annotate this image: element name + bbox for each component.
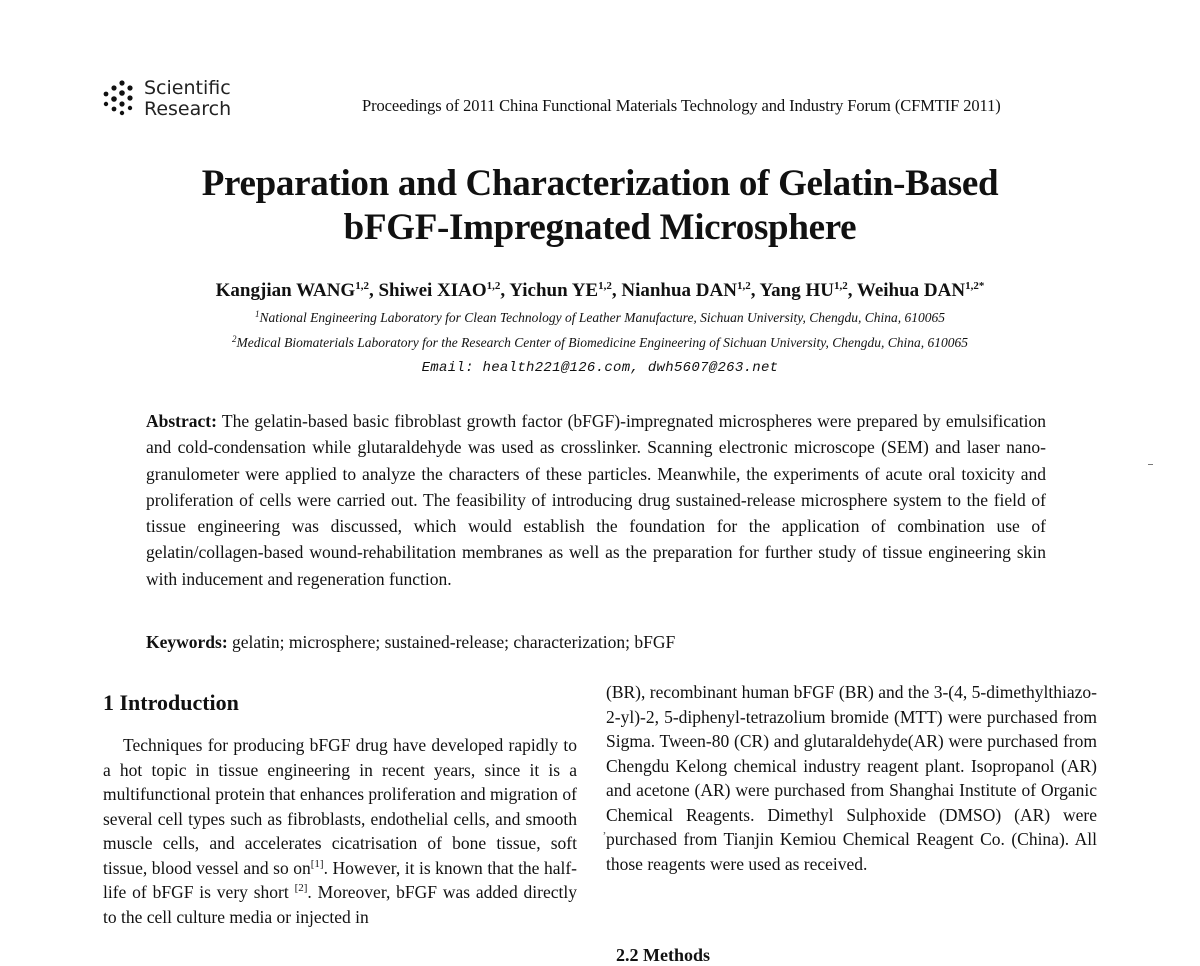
publisher-logo [102,78,231,120]
citation-ref-2: [2] [294,882,308,894]
abstract [146,408,1046,592]
affiliation-mark: 1 [254,309,260,319]
intro-text-3: . Moreover, bFGF was added directly to the cell culture media or injected in [103,882,577,927]
keywords [146,632,1046,653]
affiliation-text: National Engineering Laboratory for Clean Technology of Leather Manufacture, Sichuan University, Chengdu, China, 610065 [259,310,946,325]
abstract-label: Abstract: [146,411,217,431]
abstract-text: The gelatin-based basic fibroblast growth factor (bFGF)-impregnated microspheres were prepared by emulsification and cold-condensation while glutaraldehyde was used as crosslinker. Scanning electronic microscope (SEM) and laser nano-granulometer were applied to analyze the characters of these particles. Meanwhile, the experiments of acute oral toxicity and proliferation of cells were carried out. The feasibility of introducing drug sustained-release microsphere system to the field of tissue engineering was discussed, which would establish the foundation for the application of combination use of gelatin/collagen-based wound-rehabilitation membranes as well as the preparation for further study of tissue engineering skin with inducement and regeneration function. [146,411,1046,589]
author-name: Shiwei XIAO [378,280,487,301]
author-list: Kangjian WANG$^{1,2}$, Shiwei XIAO$^{1,2}$, Yichun YE$^{1,2}$, Nianhua DAN$^{1,2}$, Yang HU$^{1,2}$, Weihua $DAN^{1,2*}$ [215,280,985,301]
affiliation-text: Medical Biomaterials Laboratory for the Research Center of Biomedicine Engineering of Sichuan University, Chengdu, China, 610065 [236,335,968,350]
dots-logo-icon [102,79,142,119]
author-affiliation-mark: 1,2 [355,280,369,292]
affiliation-mark: 2 [232,334,237,344]
author-name: Weihua DAN [856,280,966,301]
affiliation-2 [0,335,1200,351]
author-affiliation-mark: 1,2 [598,280,612,292]
section-heading-methods: 2.2 Methods [616,945,710,965]
affiliation-1 [0,310,1200,326]
author-affiliation-mark: 1,2* [965,280,985,292]
materials-paragraph: (BR), recombinant human bFGF (BR) and the 3-(4, 5-dimethylthiazo-2-yl)-2, 5-diphenyl-tetrazolium bromide (MTT) were purchased from Sigma. Tween-80 (CR) and glutaraldehyde(AR) were purchased from Chengdu Kelong chemical industry reagent plant. Isopropanol (AR) and acetone (AR) were purchased from Shanghai Institute of Organic Chemical Reagents. Dimethyl Sulphoxide (DMSO) (AR) were purchased from Tianjin Kemiou Chemical Reagent Co. (China). All those reagents were used as received. [606,682,1097,874]
author-affiliation-mark: 1,2 [736,280,751,292]
proceedings-header: Proceedings of 2011 China Functional Materials Technology and Industry Forum (CFMTIF 2011) [362,96,1001,115]
scan-artifact: , [603,822,606,836]
section-heading-introduction: 1 Introduction [103,690,239,715]
author-name: Yang HU [759,280,834,301]
title-line-2: bFGF-Impregnated Microsphere [343,207,857,248]
keywords-text: gelatin; microsphere; sustained-release; characterization; bFGF [227,632,676,652]
logo-line-1: Scientific [144,77,231,99]
citation-ref-1: [1] [310,857,324,870]
author-name: Kangjian WANG [215,280,356,301]
keywords-label: Keywords: [146,632,228,652]
introduction-paragraph [103,733,577,929]
author-name: Nianhua DAN [621,280,737,301]
title-line-1: Preparation and Characterization of Gelatin-Based [201,163,999,204]
intro-text-2: . However, it is known that the half-life of bFGF is very short [103,857,577,902]
author-affiliation-mark: 1,2 [833,280,848,292]
contact-email: Email: health221@126.com, dwh5607@263.net [421,360,779,376]
author-affiliation-mark: 1,2 [486,280,501,292]
logo-line-2: Research [144,98,232,120]
intro-text-1: Techniques for producing bFGF drug have developed rapidly to a hot topic in tissue engineering in recent years, since it is a multifunctional protein that enhances proliferation and migration of several cell types such as fibroblasts, endothelial cells, and smooth muscle cells, and accelerates cicatrisation of bone tissue, soft tissue, blood vessel and so on [103,735,577,878]
author-name: Yichun YE [509,280,599,301]
scan-artifact-dash [1148,464,1153,465]
paper-title [0,162,1200,250]
logo-wordmark [144,78,231,120]
